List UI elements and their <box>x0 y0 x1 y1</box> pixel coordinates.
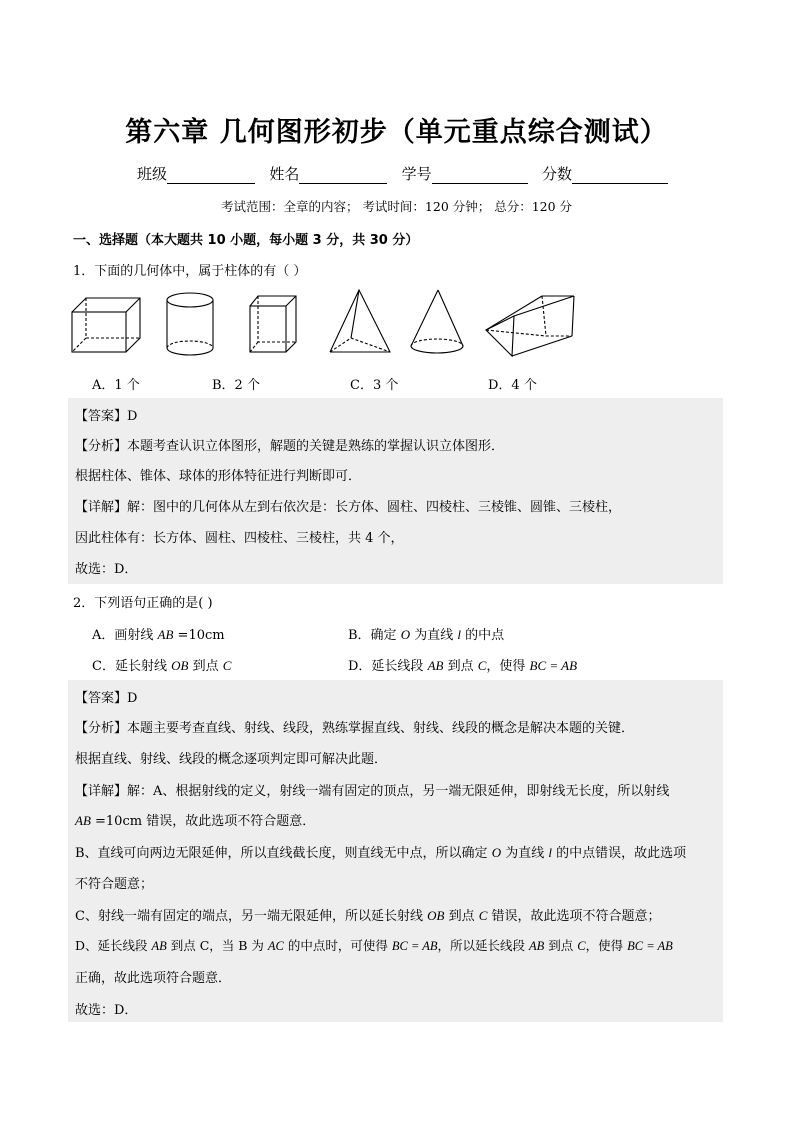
question-2-analysis: 【分析】本题主要考查直线、射线、线段，熟练掌握直线、射线、线段的概念是解决本题的关键． <box>75 721 635 736</box>
question-2-answer: 【答案】D <box>75 691 138 706</box>
detail-6-text-5: 到点 <box>544 938 578 953</box>
detail-3-text: B、直线可向两边无限延伸，所以直线截长度，则直线无中点，所以确定 <box>75 846 492 861</box>
option-d-text: D．延长线段 <box>348 659 428 674</box>
id-blank <box>432 169 528 184</box>
question-2-detail-3 <box>75 842 686 861</box>
class-label: 班级 <box>137 165 168 183</box>
question-1-answer: 【答案】D <box>75 409 138 424</box>
score-label: 分数 <box>541 165 572 183</box>
triangular-prism-shape <box>486 296 574 356</box>
detail-5-text: C、射线一端有固定的端点，另一端无限延伸，所以延长射线 <box>75 909 428 924</box>
detail-6-math-eq1: BC = AB <box>391 939 438 953</box>
question-2-solution-box <box>68 680 723 1022</box>
option-b-text: B．确定 <box>348 628 401 643</box>
detail-3-math-o: O <box>491 845 502 860</box>
option-b-text-3: 的中点 <box>460 628 505 643</box>
option-c-math-ob: OB <box>171 658 189 673</box>
section-heading: 一、选择题（本大题共 10 小题，每小题 3 分，共 30 分） <box>73 233 419 248</box>
option-a-text: A．画射线 <box>92 628 158 643</box>
detail-6-math-ab: AB <box>151 939 167 953</box>
detail-3-math-l: l <box>548 845 552 860</box>
exam-scope: 考试范围：全章的内容； 考试时间：120 分钟； 总分：120 分 <box>220 199 573 214</box>
option-c-math-c: C <box>222 658 232 673</box>
detail-2-math: AB <box>75 813 91 828</box>
question-1-analysis: 【分析】本题考查认识立体图形，解题的关键是熟练的掌握认识立体图形． <box>75 439 505 454</box>
question-2-detail-5 <box>75 905 661 924</box>
cuboid-shape <box>72 298 140 352</box>
question-2-option-a <box>92 624 225 643</box>
question-2-detail-4: 不符合题意； <box>75 877 154 892</box>
cone-shape <box>411 290 463 353</box>
question-1-analysis-2: 根据柱体、锥体、球体的形体特征进行判断即可． <box>75 469 362 484</box>
option-d-text-2: 到点 <box>443 659 478 674</box>
option-c-text: C．延长射线 <box>92 659 172 674</box>
detail-6-text-2: 到点 C，当 B 为 <box>166 938 268 953</box>
question-1-stem: 1．下面的几何体中，属于柱体的有（ ） <box>73 264 307 279</box>
option-d-math-c: C <box>477 658 487 673</box>
option-a-math: AB <box>157 627 174 642</box>
id-label: 学号 <box>401 165 432 183</box>
question-2-detail: 【详解】解：A、根据射线的定义，射线一端有固定的顶点，另一端无限延伸，即射线无长度，所以射线 <box>75 784 670 799</box>
question-2-option-c <box>92 655 231 674</box>
detail-5-math-ob: OB <box>427 908 445 923</box>
question-1-detail-2: 因此柱体有：长方体、圆柱、四棱柱、三棱柱，共 4 个， <box>75 531 404 546</box>
option-d-math-ab: AB <box>427 658 444 673</box>
cylinder-shape <box>167 293 213 355</box>
score-blank <box>572 169 668 184</box>
question-2-detail-6 <box>75 936 673 954</box>
detail-6-math-c: C <box>577 939 586 953</box>
square-prism-shape <box>250 296 296 352</box>
question-2-choice: 故选：D． <box>75 1003 138 1018</box>
detail-6-text-4: ，所以延长线段 <box>437 938 530 953</box>
option-c-text-2: 到点 <box>188 659 223 674</box>
detail-3-text-2: 为直线 <box>501 846 549 861</box>
page-title: 第六章 几何图形初步（单元重点综合测试） <box>125 117 668 148</box>
detail-6-math-ab2: AB <box>529 939 545 953</box>
question-2-stem: 2．下列语句正确的是( ) <box>73 596 213 611</box>
question-1-option-a: A．1 个 <box>92 378 140 393</box>
option-a-text-2: =10cm <box>173 628 225 643</box>
option-d-math-eq: BC = AB <box>529 658 578 673</box>
option-d-text-3: ，使得 <box>486 659 530 674</box>
question-1-detail: 【详解】解：图中的几何体从左到右依次是：长方体、圆柱、四棱柱、三棱锥、圆锥、三棱柱， <box>75 500 622 515</box>
geometric-solids-figure <box>68 288 588 360</box>
question-2-detail-2 <box>75 810 315 829</box>
question-2-option-b <box>348 624 504 643</box>
question-1-option-d: D．4 个 <box>488 378 537 393</box>
detail-6-math-ac: AC <box>267 939 284 953</box>
detail-6-text: D、延长线段 <box>75 938 152 953</box>
student-info-line <box>137 163 668 184</box>
detail-5-text-3: 错误，故此选项不符合题意； <box>487 909 661 924</box>
class-blank <box>167 169 255 184</box>
option-b-math-l: l <box>457 627 461 642</box>
detail-5-text-2: 到点 <box>444 909 479 924</box>
name-label: 姓名 <box>269 165 300 183</box>
option-b-math-o: O <box>400 627 411 642</box>
option-b-text-2: 为直线 <box>410 628 458 643</box>
question-1-choice: 故选：D． <box>75 562 138 577</box>
detail-5-math-c: C <box>478 908 488 923</box>
question-2-analysis-2: 根据直线、射线、线段的概念逐项判定即可解决此题． <box>75 752 388 767</box>
triangular-pyramid-shape <box>330 290 390 352</box>
question-2-detail-7: 正确，故此选项符合题意． <box>75 971 232 986</box>
detail-6-text-3: 的中点时，可使得 <box>283 938 392 953</box>
name-blank <box>299 169 387 184</box>
question-1-option-c: C．3 个 <box>350 378 399 393</box>
question-1-solution-box <box>68 398 723 584</box>
detail-3-text-3: 的中点错误，故此选项 <box>551 846 687 861</box>
detail-6-text-6: ，使得 <box>585 938 628 953</box>
detail-2-text: =10cm 错误，故此选项不符合题意． <box>90 814 316 829</box>
detail-6-math-eq2: BC = AB <box>627 939 673 953</box>
question-2-option-d <box>348 655 577 674</box>
question-1-option-b: B．2 个 <box>212 378 260 393</box>
